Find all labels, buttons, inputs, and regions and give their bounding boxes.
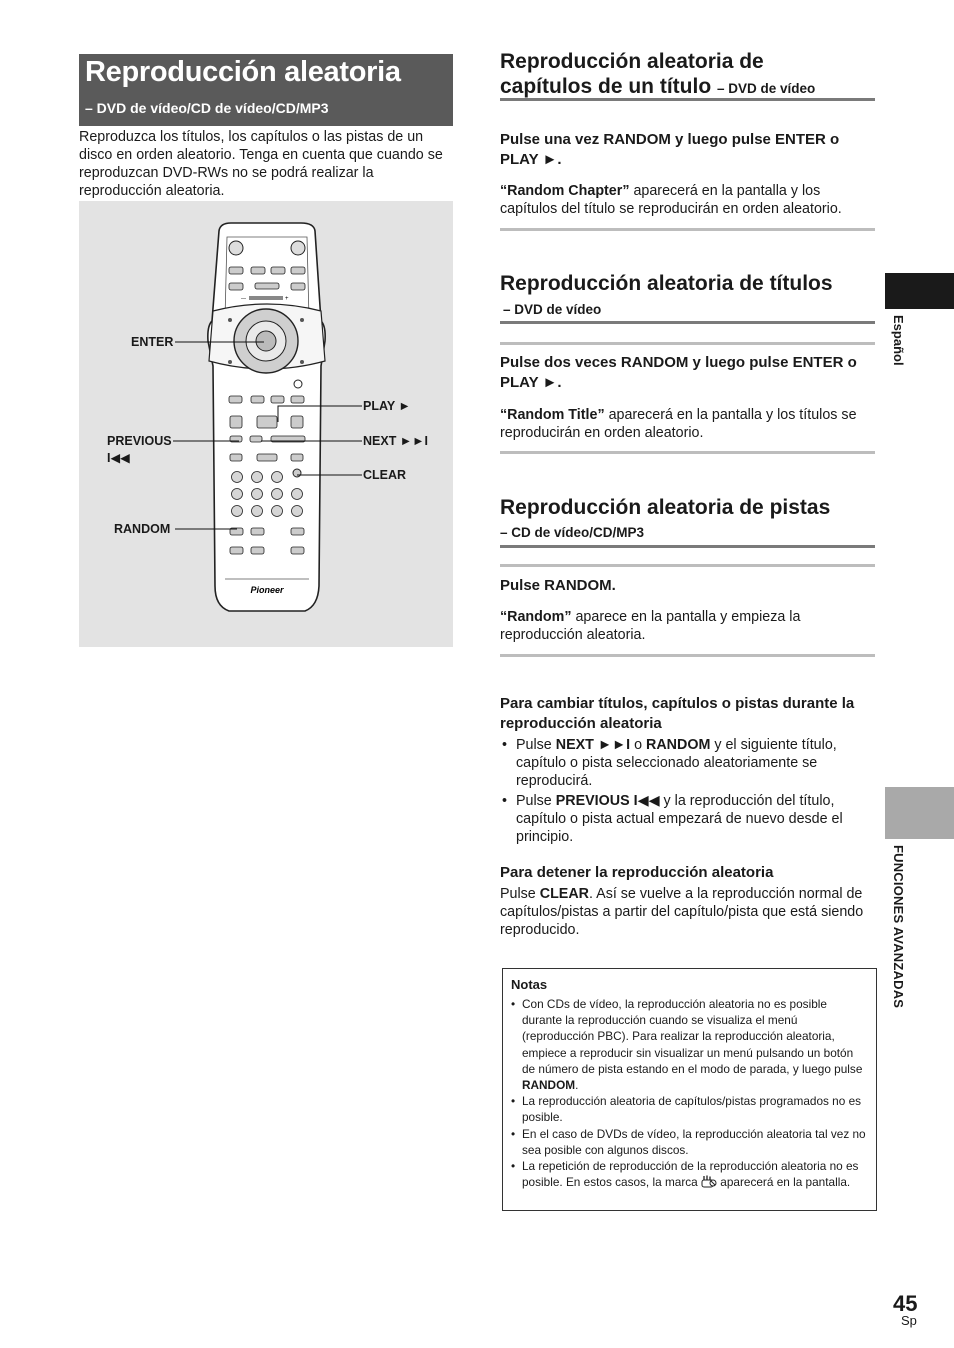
section-chapters-desc — [500, 182, 878, 218]
remote-brand-logo: Pioneer — [250, 585, 284, 595]
svg-text:+: + — [285, 296, 289, 302]
note-1-c: . — [575, 1078, 579, 1093]
section-tracks-step: Pulse RANDOM. — [500, 577, 616, 594]
side-label-espanol — [888, 315, 906, 375]
section-tracks-desc-text: aparece en la pantalla y empieza la reproducción aleatoria. — [500, 609, 801, 643]
stop-paragraph-c: . Así se vuelve a la reproducción normal de capítulos/pistas a partir del capítulo/pista que está siendo reproducido. — [500, 886, 864, 938]
stop-heading: Para detener la reproducción aleatoria — [500, 864, 774, 881]
section-chapters-step: Pulse una vez RANDOM y luego pulse ENTER o PLAY ►. — [500, 131, 840, 168]
change-item-next-d: y el siguiente título, capítulo o pista seleccionado aleatoriamente se reproducirá. — [516, 737, 837, 789]
note-4-a: La repetición de reproducción de la reproducción aleatoria no es posible. En estos casos, la marca — [522, 1159, 859, 1190]
page-number: 45 — [893, 1291, 918, 1316]
callout-random: RANDOM — [114, 522, 171, 536]
side-label-espanol-text: Español — [891, 315, 906, 366]
change-item-previous-c: y la reproducción del título, capítulo o pista actual empezará de nuevo desde el principio. — [516, 793, 843, 845]
change-item-next — [500, 736, 878, 790]
note-item: • En el caso de DVDs de vídeo, la reproducción aleatoria tal vez no sea posible con algunos discos. — [511, 1126, 866, 1158]
callout-play: PLAY ► — [363, 399, 411, 413]
section-titles-subtitle: – DVD de vídeo — [503, 302, 602, 317]
section-tracks-subtitle: – CD de vídeo/CD/MP3 — [500, 525, 645, 540]
change-item-next-c: o — [630, 737, 647, 753]
section-titles-end-rule — [500, 451, 875, 454]
prohibited-hand-icon — [701, 1175, 717, 1188]
change-item-next-b1: NEXT ►►I — [555, 737, 631, 753]
section-titles-desc-text: aparecerá en la pantalla y los títulos se reproducirán en orden aleatorio. — [500, 407, 857, 441]
change-item-previous-b: PREVIOUS I◀◀ — [555, 793, 660, 809]
note-1-a: Con CDs de vídeo, la reproducción aleatoria no es posible durante la reproducción cuando se visualiza el menú (reproducción PBC). Para realizar la reproducción aleatoria, empiece a reproducir sin visualizar un menú pulsando un botón de número de pista estando en el modo de parada, y luego pulse — [522, 997, 863, 1076]
section-chapters-end-rule — [500, 228, 875, 231]
callout-enter: ENTER — [131, 335, 174, 349]
notes-box — [502, 968, 877, 1211]
notes-title: Notas — [511, 977, 548, 992]
change-item-previous-a: Pulse — [516, 793, 556, 809]
section-chapters-title-line1: Reproducción aleatoria de — [500, 50, 764, 73]
section-tracks-desc-bold: “Random” — [500, 609, 572, 625]
side-label-funciones-text: FUNCIONES AVANZADAS — [891, 845, 906, 1009]
change-item-next-a: Pulse — [516, 737, 556, 753]
change-item-next-b2: RANDOM — [646, 737, 711, 753]
change-heading: Para cambiar títulos, capítulos o pistas durante la reproducción aleatoria — [500, 695, 855, 732]
section-chapters-rule — [500, 98, 875, 101]
tab-espanol-marker — [885, 273, 954, 309]
section-titles-desc-bold: “Random Title” — [500, 407, 605, 423]
section-chapters-desc-text: aparecerá en la pantalla y los capítulos del título se reproducirán en orden aleatorio. — [500, 183, 842, 217]
section-titles-rule-thin — [500, 342, 875, 345]
section-titles-title: Reproducción aleatoria de títulos — [500, 272, 833, 295]
page-subtitle: – DVD de vídeo/CD de vídeo/CD/MP3 — [85, 100, 329, 116]
section-tracks-title: Reproducción aleatoria de pistas — [500, 496, 831, 519]
section-tracks-rule-thin — [500, 564, 875, 567]
callout-previous-symbol: I◀◀ — [107, 451, 130, 465]
section-tracks-desc — [500, 608, 878, 644]
tab-funciones-marker — [885, 787, 954, 839]
intro-paragraph: Reproduzca los títulos, los capítulos o las pistas de un disco en orden aleatorio. Tenga en cuenta que cuando se reproduzcan DVD-RWs no se podrá realizar la reproducción aleatoria. — [79, 129, 443, 199]
left-title-banner — [79, 54, 453, 126]
callout-clear: CLEAR — [363, 468, 407, 482]
note-1-b: RANDOM — [522, 1078, 576, 1093]
callout-next: NEXT ►►I — [363, 434, 429, 448]
section-chapters-title-line2: capítulos de un título — [500, 75, 712, 98]
side-label-funciones — [888, 845, 906, 1025]
note-item — [511, 1158, 866, 1190]
remote-control-drawing — [79, 201, 453, 647]
section-titles-step: Pulse dos veces RANDOM y luego pulse ENTER o PLAY ►. — [500, 354, 857, 391]
section-chapters-desc-bold: “Random Chapter” — [500, 183, 630, 199]
section-chapters-subtitle: – DVD de vídeo — [717, 81, 816, 96]
section-titles-desc — [500, 406, 878, 442]
note-item — [511, 996, 866, 1093]
stop-paragraph-a: Pulse — [500, 886, 540, 902]
remote-illustration — [79, 201, 453, 647]
section-chapters-title — [500, 49, 815, 101]
svg-text:—: — — [241, 296, 246, 302]
section-titles-rule — [500, 321, 875, 324]
page-title: Reproducción aleatoria — [85, 56, 401, 88]
stop-paragraph — [500, 885, 878, 939]
notes-list — [511, 996, 866, 1190]
note-4-b: aparecerá en la pantalla. — [717, 1175, 851, 1190]
change-list — [500, 736, 878, 848]
section-tracks-rule — [500, 545, 875, 548]
page-language-code: Sp — [901, 1313, 917, 1328]
stop-paragraph-b: CLEAR — [539, 886, 589, 902]
section-tracks-end-rule — [500, 654, 875, 657]
callout-previous: PREVIOUS — [107, 434, 172, 448]
note-item: • La reproducción aleatoria de capítulos/pistas programados no es posible. — [511, 1093, 866, 1125]
change-item-previous — [500, 792, 878, 846]
